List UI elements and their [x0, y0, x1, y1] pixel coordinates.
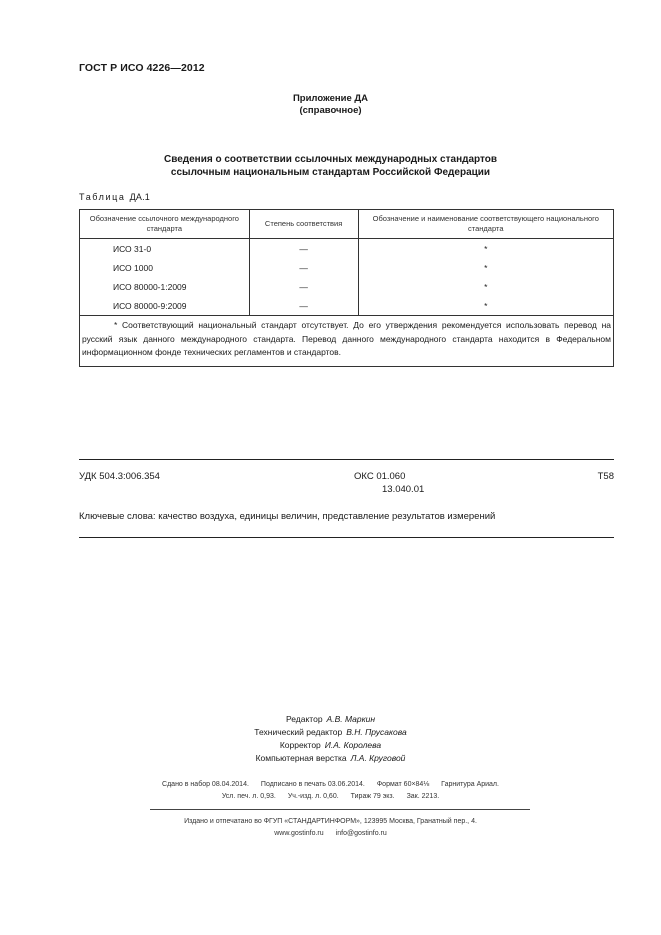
cell-national: * [358, 239, 613, 259]
email-link[interactable]: info@gostinfo.ru [335, 829, 387, 837]
print-details [0, 779, 661, 802]
credits-block [0, 713, 661, 765]
credit-line [0, 713, 661, 726]
oks-code-1: ОКС 01.060 [354, 471, 406, 482]
divider-bottom [79, 537, 614, 538]
publishing-sheets: Уч.-изд. л. 0,60. [287, 792, 339, 800]
publisher-block [0, 816, 661, 839]
credit-role: Компьютерная верстка [255, 753, 347, 763]
table-row [80, 296, 614, 316]
website-link[interactable]: www.gostinfo.ru [274, 829, 324, 837]
table-label-word: Таблица [79, 192, 126, 202]
oks-code-2: 13.040.01 [382, 484, 425, 495]
credit-role: Корректор [279, 740, 321, 750]
caption-line-1: Сведения о соответствии ссылочных международных стандартов [163, 154, 498, 165]
cell-degree: — [249, 258, 358, 277]
standard-designation: ГОСТ Р ИСО 4226—2012 [79, 62, 205, 74]
imprint-divider [150, 809, 530, 810]
cell-degree: — [249, 277, 358, 296]
cell-intl: ИСО 80000-9:2009 [80, 296, 250, 316]
cell-national: * [358, 277, 613, 296]
cell-degree: — [249, 296, 358, 316]
print-details-line-2 [0, 791, 661, 803]
cell-intl: ИСО 80000-1:2009 [80, 277, 250, 296]
divider-top [79, 459, 614, 460]
typeface: Гарнитура Ариал. [441, 781, 499, 788]
credit-line [0, 739, 661, 752]
udk-code: УДК 504.3:006.354 [79, 471, 160, 482]
cell-degree: — [249, 239, 358, 259]
publisher-contacts [0, 828, 661, 840]
table-row [80, 277, 614, 296]
paper-format: Формат 60×84⅛ [376, 781, 430, 788]
classification-code: Т58 [597, 471, 614, 482]
footnote-text: * Соответствующий национальный стандарт отсутствует. До его утверждения рекомендуется использовать перевод на русский язык данного международного стандарта. Перевод данного международного стандарта находится в Федеральном информационном фонде технических регламентов и стандартов. [82, 320, 611, 357]
cell-intl: ИСО 31-0 [80, 239, 250, 259]
appendix-subtitle: (справочное) [299, 105, 362, 116]
table-label [79, 192, 150, 202]
credit-name: Л.А. Круговой [350, 753, 406, 763]
credit-line [0, 726, 661, 739]
credit-role: Технический редактор [254, 727, 343, 737]
table-footnote [80, 316, 614, 367]
table-caption [0, 153, 661, 179]
credit-line [0, 752, 661, 765]
table-label-number: ДА.1 [129, 192, 151, 202]
appendix-title: Приложение ДА [292, 93, 369, 104]
reference-standards-table [79, 209, 614, 367]
credit-name: В.Н. Прусакова [346, 727, 407, 737]
header-intl-standard: Обозначение ссылочного международного стандарта [80, 210, 250, 239]
typesetting-date: Сдано в набор 08.04.2014. [162, 781, 249, 788]
caption-line-2: ссылочным национальным стандартам Российской Федерации [170, 167, 491, 178]
appendix-heading [0, 93, 661, 117]
credit-name: И.А. Королева [324, 740, 382, 750]
table-header-row [80, 210, 614, 239]
print-run: Тираж 79 экз. [350, 792, 395, 800]
table-row [80, 258, 614, 277]
cell-national: * [358, 296, 613, 316]
signed-date: Подписано в печать 03.06.2014. [260, 781, 365, 788]
table-row [80, 239, 614, 259]
publisher-address: Издано и отпечатано во ФГУП «СТАНДАРТИНФОРМ», 123995 Москва, Гранатный пер., 4. [184, 818, 477, 825]
keywords: Ключевые слова: качество воздуха, единицы величин, представление результатов измерений [79, 511, 496, 522]
cell-intl: ИСО 1000 [80, 258, 250, 277]
print-details-line-1 [0, 779, 661, 791]
header-national-standard: Обозначение и наименование соответствующего национального стандарта [358, 210, 613, 239]
printed-sheets: Усл. печ. л. 0,93. [221, 792, 276, 800]
credit-name: А.В. Маркин [326, 714, 376, 724]
credit-role: Редактор [285, 714, 323, 724]
header-degree: Степень соответствия [249, 210, 358, 239]
order-number: Зак. 2213. [406, 792, 440, 800]
table-footnote-row [80, 316, 614, 367]
cell-national: * [358, 258, 613, 277]
